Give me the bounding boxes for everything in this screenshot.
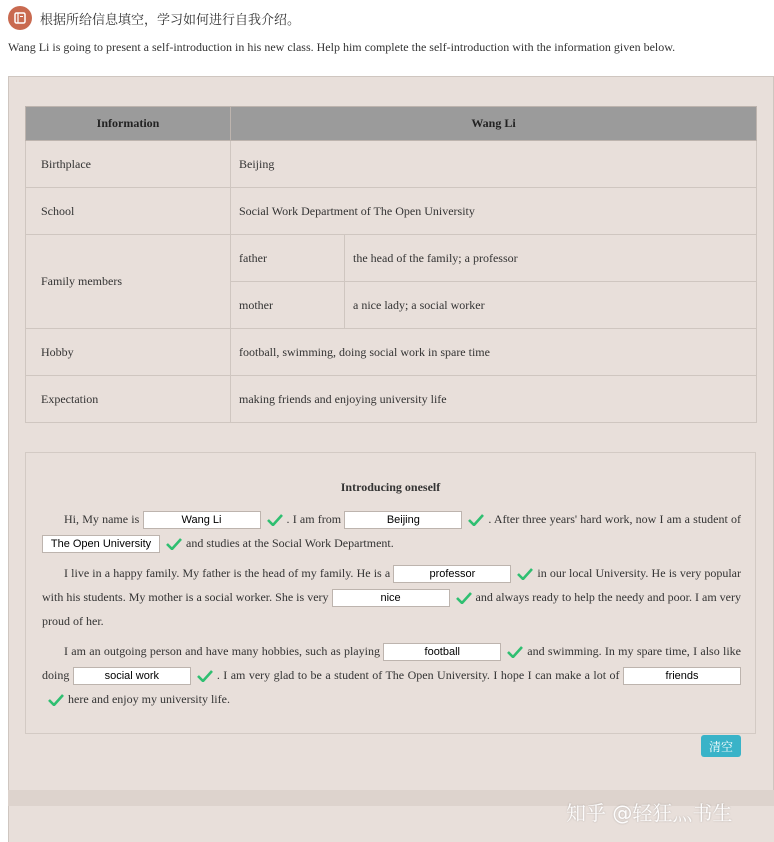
check-icon xyxy=(468,514,484,526)
row-label-hobby: Hobby xyxy=(26,329,231,376)
table-row xyxy=(26,376,757,423)
check-icon xyxy=(517,568,533,580)
intro-title: Introducing oneself xyxy=(340,480,441,494)
table-row xyxy=(26,141,757,188)
intro-paragraph-2 xyxy=(42,561,741,633)
para-text: I am an outgoing person and have many hobbies, such as playing xyxy=(64,644,380,658)
check-icon xyxy=(456,592,472,604)
intro-box xyxy=(25,452,756,734)
row-value-hobby: football, swimming, doing social work in spare time xyxy=(231,329,757,376)
para-text: here and enjoy my university life. xyxy=(68,692,230,706)
clear-button[interactable]: 清空 xyxy=(701,735,741,757)
para-text: . I am very glad to be a student of The Open University. I hope I can make a lot of xyxy=(216,668,620,682)
blank-2-input[interactable] xyxy=(344,511,462,529)
watermark: 知乎 @轻狂灬书生 xyxy=(566,801,733,825)
header-bar xyxy=(0,0,774,36)
para-text: . I am from xyxy=(286,512,342,526)
check-icon xyxy=(48,694,64,706)
row-value-mother: a nice lady; a social worker xyxy=(345,282,757,329)
row-label-expectation: Expectation xyxy=(26,376,231,423)
check-icon xyxy=(267,514,283,526)
table-row xyxy=(26,329,757,376)
para-text: and always ready to help the needy and poor. I am very proud of her. xyxy=(42,590,741,628)
exercise-title: 根据所给信息填空，学习如何进行自我介绍。 xyxy=(40,13,301,28)
row-label-school: School xyxy=(26,188,231,235)
blank-3-input[interactable] xyxy=(42,535,160,553)
blank-5-input[interactable] xyxy=(332,589,450,607)
table-row xyxy=(26,188,757,235)
row-sublabel-mother: mother xyxy=(231,282,345,329)
intro-paragraph-1 xyxy=(42,507,741,555)
check-icon xyxy=(507,646,523,658)
blank-1-input[interactable] xyxy=(143,511,261,529)
para-text: and studies at the Social Work Department. xyxy=(186,536,394,550)
instruction-text: Wang Li is going to present a self-introduction in his new class. Help him complete the self-introduction with the information given below. xyxy=(8,40,676,54)
row-value-expectation: making friends and enjoying university life xyxy=(231,376,757,423)
table-row xyxy=(26,235,757,282)
para-text: in our local University. He is very popular with his students. My mother is a social worker. She is very xyxy=(42,566,742,604)
row-value-birthplace: Beijing xyxy=(231,141,757,188)
blank-6-input[interactable] xyxy=(383,643,501,661)
table-header-name: Wang Li xyxy=(231,107,757,141)
row-label-family: Family members xyxy=(26,235,231,329)
intro-paragraph-3 xyxy=(42,639,741,711)
blank-8-input[interactable] xyxy=(623,667,741,685)
row-sublabel-father: father xyxy=(231,235,345,282)
para-text: and swimming. In my spare time, I also like doing xyxy=(42,644,741,682)
para-text: I live in a happy family. My father is the head of my family. He is a xyxy=(64,566,391,580)
book-icon xyxy=(8,6,32,30)
blank-7-input[interactable] xyxy=(73,667,191,685)
info-table xyxy=(25,106,757,423)
row-value-school: Social Work Department of The Open University xyxy=(231,188,757,235)
para-text: . After three years' hard work, now I am a student of xyxy=(488,512,742,526)
para-text: Hi, My name is xyxy=(64,512,140,526)
row-label-birthplace: Birthplace xyxy=(26,141,231,188)
row-value-father: the head of the family; a professor xyxy=(345,235,757,282)
check-icon xyxy=(197,670,213,682)
table-header-information: Information xyxy=(26,107,231,141)
blank-4-input[interactable] xyxy=(393,565,511,583)
check-icon xyxy=(166,538,182,550)
